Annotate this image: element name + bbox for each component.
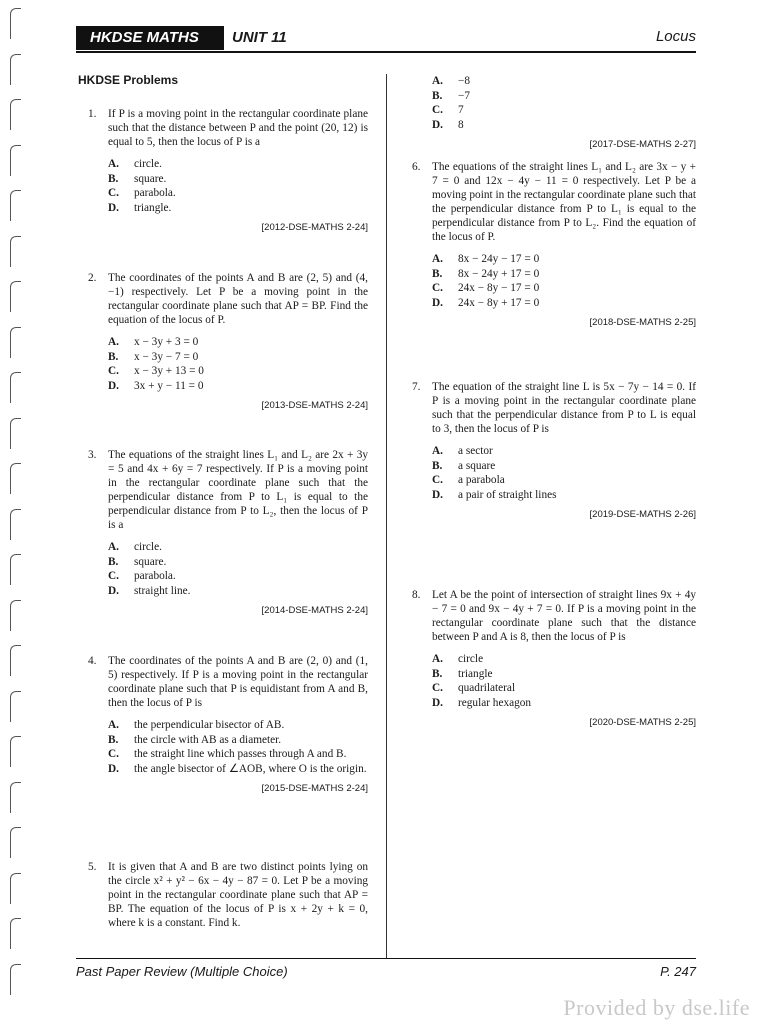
question-source: [2015-DSE-MATHS 2-24] [261, 783, 368, 794]
header-badge: HKDSE MATHS [76, 26, 224, 50]
option-text: triangle [458, 667, 493, 680]
page-number: P. 247 [660, 964, 696, 979]
question-block [412, 380, 696, 522]
option-letter: A. [108, 158, 119, 170]
answer-options [108, 335, 368, 393]
answer-option [108, 555, 368, 570]
answer-option [108, 584, 368, 599]
option-text: regular hexagon [458, 696, 532, 709]
option-text: −8 [458, 75, 471, 87]
answer-option [108, 335, 368, 350]
binder-ring [10, 509, 21, 540]
answer-option [432, 681, 696, 696]
answer-option [108, 762, 368, 777]
option-letter: B. [432, 667, 443, 680]
option-letter: D. [432, 118, 443, 131]
binder-ring [10, 372, 21, 403]
option-letter: D. [432, 488, 443, 501]
question-stem: The coordinates of the points A and B are (2, 0) and (1, 5) respectively. If P is a moving point in the rectangular coordinate plane such that P is equidistant from A and B, then the locus of P is [108, 655, 368, 709]
binder-ring [10, 145, 21, 176]
option-text: square. [134, 172, 167, 185]
option-text: 8x − 24y + 17 = 0 [458, 267, 540, 280]
answer-option [432, 667, 696, 682]
binder-ring [10, 645, 21, 676]
binder-ring [10, 8, 21, 39]
option-letter: D. [432, 696, 443, 709]
option-text: x − 3y + 13 = 0 [134, 365, 204, 377]
question-block [412, 74, 696, 152]
option-text: x − 3y + 3 = 0 [134, 336, 199, 348]
answer-options [432, 652, 696, 710]
option-letter: B. [108, 172, 119, 185]
answer-option [108, 540, 368, 555]
answer-option [432, 74, 696, 89]
option-letter: C. [432, 682, 443, 694]
option-letter: D. [108, 201, 119, 214]
answer-option [432, 444, 696, 459]
question-stem: The coordinates of the points A and B are (2, 5) and (4, −1) respectively. Let P be a moving point in the rectangular coordinate plane such that AP = BP. Find the equation of the locus of P. [108, 272, 368, 326]
header-topic: Locus [655, 28, 696, 45]
binder-ring [10, 918, 21, 949]
question-source: [2014-DSE-MATHS 2-24] [261, 605, 368, 616]
option-text: triangle. [134, 201, 172, 214]
question-number: 3. [88, 449, 97, 461]
binder-ring [10, 99, 21, 130]
answer-options [108, 540, 368, 598]
option-letter: D. [108, 379, 119, 392]
binder-ring [10, 54, 21, 85]
option-letter: B. [108, 350, 119, 363]
option-text: straight line. [134, 584, 191, 597]
binder-ring [10, 418, 21, 449]
question-stem: The equation of the straight line L is 5x − 7y − 14 = 0. If P is a moving point in the rectangular coordinate plane such that the perpendicular distance from P to L is equal to 3, then the locus of P is [432, 381, 696, 435]
option-text: 8 [458, 118, 464, 131]
page-header [76, 26, 696, 52]
question-stem: It is given that A and B are two distinct points lying on the circle x² + y² − 6x − 4y − 87 = 0. Let P be a moving point in the rectangular coordinate plane such that AP = BP. The equation of the locus of P is x + 2y + k = 0, where k is a constant. Find k. [108, 861, 368, 929]
column-divider [386, 74, 387, 958]
footer-rule [76, 958, 696, 959]
question-number: 5. [88, 861, 97, 873]
header-rule [76, 51, 696, 53]
option-text: circle [458, 653, 484, 665]
answer-option [108, 186, 368, 201]
answer-option [108, 364, 368, 379]
answer-option [432, 118, 696, 133]
option-letter: A. [432, 253, 443, 265]
question-stem: Let A be the point of intersection of straight lines 9x + 4y − 7 = 0 and 9x − 4y + 7 = 0. If P is a moving point in the rectangular coordinate plane such that the distance between P and A is 8, then the locus of P is [432, 589, 696, 643]
option-letter: D. [108, 762, 119, 775]
answer-option [108, 172, 368, 187]
question-source: [2019-DSE-MATHS 2-26] [589, 509, 696, 520]
option-letter: A. [108, 541, 119, 553]
question-source: [2018-DSE-MATHS 2-25] [589, 317, 696, 328]
option-letter: D. [108, 584, 119, 597]
answer-option [108, 733, 368, 748]
question-block [88, 107, 368, 235]
question-number: 7. [412, 381, 421, 393]
question-source: [2020-DSE-MATHS 2-25] [589, 717, 696, 728]
answer-options [432, 74, 696, 132]
answer-option [432, 281, 696, 296]
option-text: the angle bisector of ∠AOB, where O is the origin. [134, 762, 367, 775]
answer-option [108, 157, 368, 172]
header-unit: UNIT 11 [232, 29, 287, 46]
answer-option [108, 569, 368, 584]
question-block [88, 860, 368, 930]
question-source: [2012-DSE-MATHS 2-24] [261, 222, 368, 233]
option-letter: C. [108, 187, 119, 199]
option-letter: A. [432, 445, 443, 457]
option-letter: D. [432, 296, 443, 309]
binder-ring [10, 236, 21, 267]
option-letter: C. [108, 570, 119, 582]
question-number: 8. [412, 589, 421, 601]
question-block [88, 448, 368, 618]
option-text: −7 [458, 89, 471, 102]
option-text: circle. [134, 541, 162, 553]
option-text: circle. [134, 158, 162, 170]
option-letter: B. [432, 89, 443, 102]
option-text: the straight line which passes through A and B. [134, 748, 347, 760]
section-title: HKDSE Problems [78, 73, 179, 87]
option-text: x − 3y − 7 = 0 [134, 350, 199, 363]
option-text: parabola. [134, 187, 176, 199]
answer-option [432, 473, 696, 488]
answer-option [432, 296, 696, 311]
answer-option [432, 103, 696, 118]
answer-option [108, 379, 368, 394]
question-block [88, 271, 368, 413]
answer-option [432, 459, 696, 474]
answer-option [432, 89, 696, 104]
option-letter: B. [432, 267, 443, 280]
question-number: 6. [412, 161, 421, 173]
binder-ring [10, 827, 21, 858]
answer-options [432, 444, 696, 502]
answer-option [432, 652, 696, 667]
question-stem: The equations of the straight lines L₁ and L₂ are 2x + 3y = 5 and 4x + 6y = 7 respectively. If P is a moving point in the rectangular coordinate plane such that the perpendicular distance from P to L₁ is equal to the perpendicular distance from P to L₂, then the locus of P is a [108, 449, 368, 531]
option-text: a square [458, 459, 496, 472]
binder-ring [10, 327, 21, 358]
question-block [88, 654, 368, 796]
option-letter: A. [432, 653, 443, 665]
option-text: the circle with AB as a diameter. [134, 733, 282, 746]
option-text: 7 [458, 104, 464, 116]
answer-option [108, 201, 368, 216]
option-letter: C. [108, 748, 119, 760]
option-text: parabola. [134, 570, 176, 582]
option-letter: A. [108, 719, 119, 731]
binder-ring [10, 782, 21, 813]
answer-option [432, 488, 696, 503]
question-source: [2017-DSE-MATHS 2-27] [589, 139, 696, 150]
question-block [412, 588, 696, 730]
question-number: 1. [88, 108, 97, 120]
binder-ring [10, 554, 21, 585]
binder-ring [10, 281, 21, 312]
binder-ring [10, 600, 21, 631]
option-letter: C. [432, 474, 443, 486]
binder-ring [10, 964, 21, 995]
option-text: a parabola [458, 474, 505, 486]
option-letter: A. [108, 336, 119, 348]
option-text: 24x − 8y + 17 = 0 [458, 296, 540, 309]
question-source: [2013-DSE-MATHS 2-24] [261, 400, 368, 411]
binder-ring [10, 736, 21, 767]
watermark: Provided by dse.life [563, 995, 750, 1020]
option-text: 3x + y − 11 = 0 [134, 379, 204, 392]
binder-ring [10, 691, 21, 722]
question-number: 2. [88, 272, 97, 284]
answer-options [108, 157, 368, 215]
binder-ring [10, 873, 21, 904]
option-letter: B. [108, 555, 119, 568]
answer-options [108, 718, 368, 776]
answer-option [432, 696, 696, 711]
answer-option [108, 747, 368, 762]
question-number: 4. [88, 655, 97, 667]
answer-option [432, 267, 696, 282]
answer-option [432, 252, 696, 267]
option-letter: A. [432, 75, 443, 87]
option-text: quadrilateral [458, 682, 516, 694]
option-text: square. [134, 555, 167, 568]
option-text: the perpendicular bisector of AB. [134, 719, 285, 731]
binder-ring [10, 190, 21, 221]
option-text: 24x − 8y − 17 = 0 [458, 282, 540, 294]
option-text: a sector [458, 445, 493, 457]
option-letter: C. [108, 365, 119, 377]
footer-title: Past Paper Review (Multiple Choice) [76, 964, 288, 979]
option-text: 8x − 24y − 17 = 0 [458, 253, 540, 265]
question-block [412, 160, 696, 330]
answer-options [432, 252, 696, 310]
binder-rings [10, 0, 30, 1024]
answer-option [108, 718, 368, 733]
binder-ring [10, 463, 21, 494]
option-letter: C. [432, 104, 443, 116]
option-letter: C. [432, 282, 443, 294]
option-letter: B. [432, 459, 443, 472]
option-text: a pair of straight lines [458, 488, 557, 501]
question-stem: The equations of the straight lines L₁ and L₂ are 3x − y + 7 = 0 and 12x − 4y − 11 = 0 respectively. Let P be a moving point in the rectangular coordinate plane such that the perpendicular distance from P to L₁ is equal to the perpendicular distance from P to L₂. Find the equation of the locus of P. [432, 161, 696, 243]
question-stem: If P is a moving point in the rectangular coordinate plane such that the distance between P and the point (20, 12) is equal to 5, then the locus of P is a [108, 108, 368, 148]
option-letter: B. [108, 733, 119, 746]
answer-option [108, 350, 368, 365]
